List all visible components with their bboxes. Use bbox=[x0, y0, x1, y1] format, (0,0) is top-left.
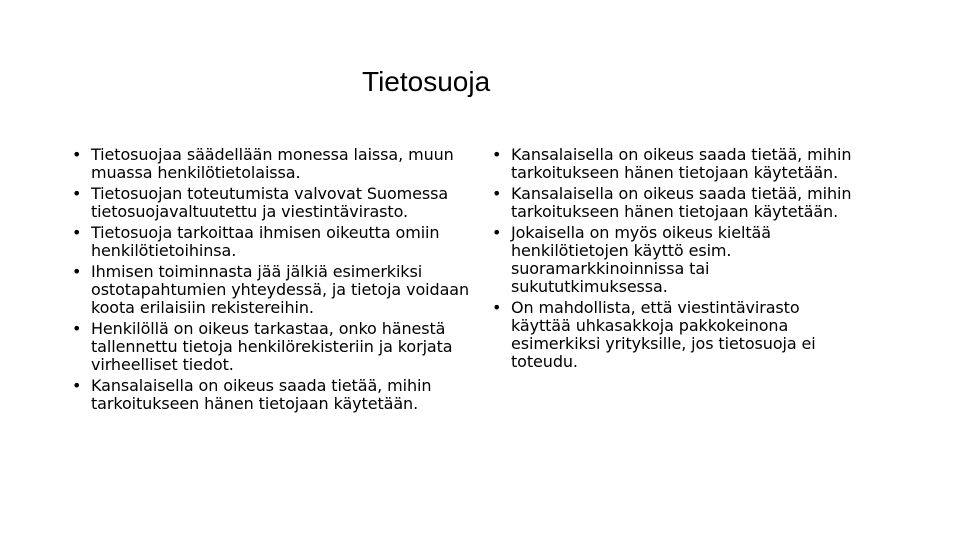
bullet-icon: • bbox=[72, 223, 82, 242]
bullet-icon: • bbox=[72, 145, 82, 164]
list-item-text: On mahdollista, että viestintävirasto käyttää uhkasakkoja pakkokeinona esimerkiksi yrityksille, jos tietosuoja ei toteudu. bbox=[511, 298, 816, 371]
list-item-text: Tietosuoja tarkoittaa ihmisen oikeutta omiin henkilötietoihinsa. bbox=[91, 223, 440, 260]
list-item bbox=[492, 185, 864, 221]
list-item bbox=[72, 263, 472, 317]
list-item-text: Kansalaisella on oikeus saada tietää, mihin tarkoitukseen hänen tietojaan käytetään. bbox=[511, 184, 852, 221]
list-item-text: Kansalaisella on oikeus saada tietää, mihin tarkoitukseen hänen tietojaan käytetään. bbox=[511, 145, 852, 182]
bullet-icon: • bbox=[492, 298, 502, 317]
list-item bbox=[72, 377, 472, 413]
list-item-text: Jokaisella on myös oikeus kieltää henkilötietojen käyttö esim. suoramarkkinoinnissa tai sukututkimuksessa. bbox=[511, 223, 771, 296]
list-item bbox=[72, 146, 472, 182]
bullet-icon: • bbox=[492, 145, 502, 164]
bullet-icon: • bbox=[72, 376, 82, 395]
list-item-text: Kansalaisella on oikeus saada tietää, mihin tarkoitukseen hänen tietojaan käytetään. bbox=[91, 376, 432, 413]
list-item bbox=[72, 224, 472, 260]
list-item bbox=[492, 146, 864, 182]
list-item bbox=[492, 299, 864, 371]
list-item bbox=[72, 185, 472, 221]
right-bullet-list bbox=[492, 146, 864, 374]
list-item-text: Tietosuojaa säädellään monessa laissa, muun muassa henkilötietolaissa. bbox=[91, 145, 454, 182]
list-item-text: Henkilöllä on oikeus tarkastaa, onko hänestä tallennettu tietoja henkilörekisteriin ja korjata virheelliset tiedot. bbox=[91, 319, 453, 374]
bullet-icon: • bbox=[72, 184, 82, 203]
bullet-icon: • bbox=[72, 262, 82, 281]
list-item-text: Ihmisen toiminnasta jää jälkiä esimerkiksi ostotapahtumien yhteydessä, ja tietoja voidaan koota erilaisiin rekistereihin. bbox=[91, 262, 470, 317]
list-item bbox=[72, 320, 472, 374]
slide-title: Tietosuoja bbox=[362, 66, 491, 97]
list-item-text: Tietosuojan toteutumista valvovat Suomessa tietosuojavaltuutettu ja viestintävirasto. bbox=[91, 184, 449, 221]
bullet-icon: • bbox=[492, 223, 502, 242]
bullet-icon: • bbox=[492, 184, 502, 203]
left-bullet-list bbox=[72, 146, 472, 416]
list-item bbox=[492, 224, 864, 296]
bullet-icon: • bbox=[72, 319, 82, 338]
